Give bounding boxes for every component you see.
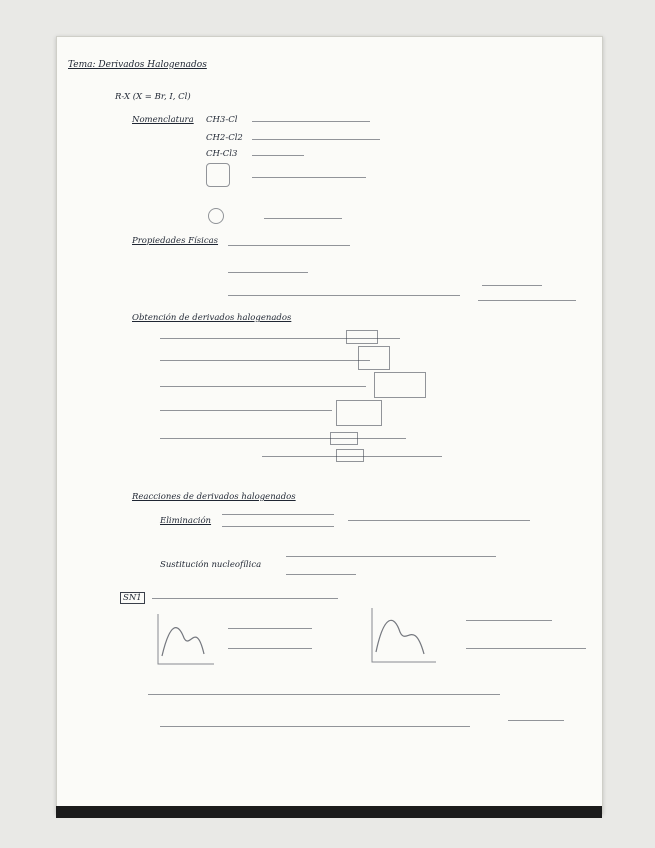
illegible-line <box>252 139 380 140</box>
illegible-line <box>286 574 356 575</box>
boxed-product <box>336 449 364 462</box>
illegible-line <box>148 694 500 695</box>
notebook-page <box>56 36 603 814</box>
boxed-product <box>330 432 358 445</box>
illegible-line <box>508 720 564 721</box>
illegible-line <box>252 121 370 122</box>
formula-line: R-X (X = Br, I, Cl) <box>115 92 191 102</box>
nomenclature-formula: CH2-Cl2 <box>206 133 243 143</box>
energy-profile-sketch <box>156 612 218 668</box>
illegible-line <box>466 620 552 621</box>
nomenclature-formula: CH3-Cl <box>206 115 238 125</box>
boxed-product <box>336 400 382 426</box>
energy-profile-sketch <box>370 606 440 666</box>
illegible-line <box>228 648 312 649</box>
illegible-line <box>252 177 366 178</box>
illegible-line <box>252 155 304 156</box>
section-heading-obtencion: Obtención de derivados halogenados <box>132 313 292 323</box>
illegible-line <box>160 438 406 439</box>
illegible-line <box>286 556 496 557</box>
illegible-line <box>482 285 542 286</box>
illegible-line <box>160 360 370 361</box>
page-bottom-shadow <box>56 806 602 818</box>
ring-structure <box>206 163 230 187</box>
illegible-line <box>160 386 366 387</box>
illegible-line <box>222 526 334 527</box>
illegible-line <box>228 295 460 296</box>
illegible-line <box>228 245 350 246</box>
illegible-line <box>478 300 576 301</box>
illegible-line <box>152 598 338 599</box>
section-heading-sn1: SN1 <box>120 592 145 604</box>
illegible-line <box>160 410 332 411</box>
illegible-line <box>228 628 312 629</box>
boxed-product <box>374 372 426 398</box>
illegible-line <box>348 520 530 521</box>
illegible-line <box>160 726 470 727</box>
reaction-type-label: Eliminación <box>160 516 212 526</box>
boxed-product <box>358 346 390 370</box>
boxed-product <box>346 330 378 344</box>
nomenclature-formula: CH-Cl3 <box>206 149 238 159</box>
page-title: Tema: Derivados Halogenados <box>68 60 207 70</box>
section-heading-nomenclatura: Nomenclatura <box>132 115 194 125</box>
illegible-line <box>264 218 342 219</box>
section-heading-propiedades: Propiedades Físicas <box>132 236 219 246</box>
illegible-line <box>466 648 586 649</box>
illegible-line <box>222 514 334 515</box>
ring-structure <box>208 208 224 224</box>
reaction-type-label: Sustitución nucleofílica <box>160 560 262 570</box>
illegible-line <box>228 272 308 273</box>
section-heading-reacciones: Reacciones de derivados halogenados <box>132 492 296 502</box>
